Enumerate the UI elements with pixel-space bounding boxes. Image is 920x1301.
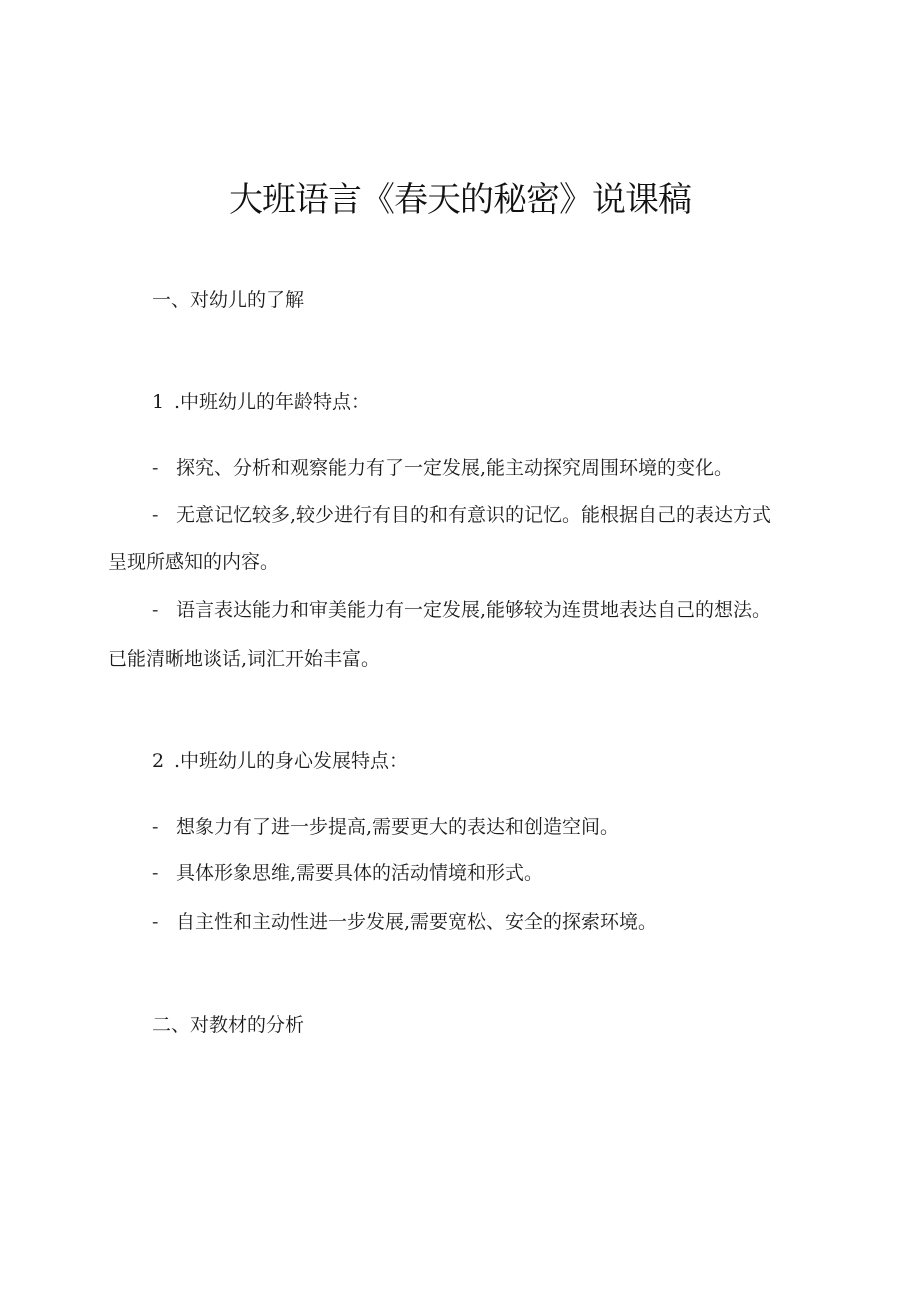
bullet-dash: - (152, 457, 159, 479)
section-heading-1: 一、对幼儿的了解 (152, 289, 305, 311)
bullet-dash: - (152, 911, 159, 933)
section-heading-2: 二、对教材的分析 (152, 1014, 305, 1036)
bullet-dash: - (152, 504, 159, 526)
list-item (152, 814, 619, 840)
subsection-heading-1 (152, 389, 370, 415)
list-item (152, 860, 543, 886)
list-item-continuation: 已能清晰地谈话,词汇开始丰富。 (108, 648, 381, 670)
list-item (152, 455, 733, 481)
list-item-text: 想象力有了进一步提高,需要更大的表达和创造空间。 (176, 816, 620, 838)
bullet-dash: - (152, 862, 159, 884)
subsection-number: 2 (152, 750, 165, 772)
list-item-text: 语言表达能力和审美能力有一定发展,能够较为连贯地表达自己的想法。 (176, 599, 772, 621)
list-item-text: 自主性和主动性进一步发展,需要宽松、安全的探索环境。 (176, 911, 658, 933)
subsection-heading-2 (152, 748, 408, 774)
list-item (152, 909, 657, 935)
list-item (152, 597, 771, 623)
list-item-text: 具体形象思维,需要具体的活动情境和形式。 (176, 862, 544, 884)
bullet-dash: - (152, 599, 159, 621)
list-item-continuation: 呈现所感知的内容。 (108, 551, 280, 573)
subsection-number: 1 (152, 391, 165, 413)
bullet-dash: - (152, 816, 159, 838)
list-item-text: 探究、分析和观察能力有了一定发展,能主动探究周围环境的变化。 (176, 457, 734, 479)
subsection-label: .中班幼儿的年龄特点： (174, 391, 371, 413)
document-title: 大班语言《春天的秘密》说课稿 (229, 180, 691, 220)
list-item-text: 无意记忆较多,较少进行有目的和有意识的记忆。能根据自己的表达方式 (176, 504, 772, 526)
subsection-label: .中班幼儿的身心发展特点： (174, 750, 409, 772)
list-item (152, 502, 771, 528)
